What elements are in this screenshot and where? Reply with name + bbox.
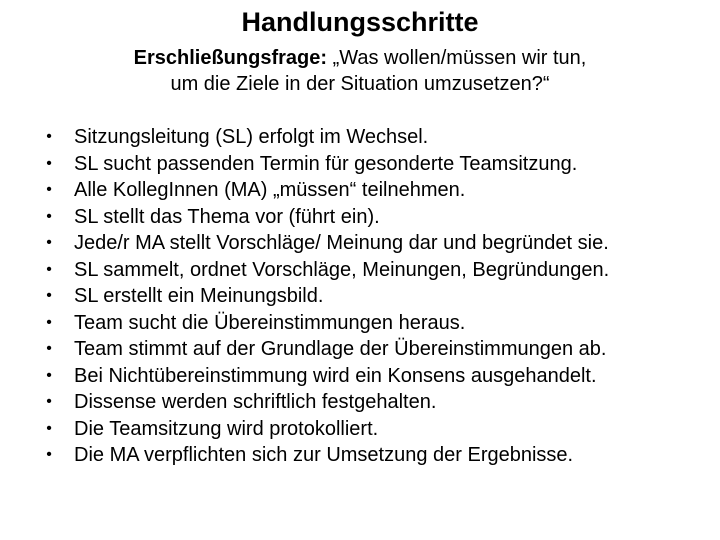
guiding-question-label: Erschließungsfrage: [133,47,328,69]
guiding-question-text-1: „Was wollen/müssen wir tun, [332,47,587,69]
list-item [0,363,720,390]
list-item-text: Sitzungsleitung (SL) erfolgt im Wechsel. [74,126,429,148]
list-item [0,389,720,416]
list-item [0,151,720,178]
bullet-icon: • [46,234,52,251]
list-item-text: Die MA verpflichten sich zur Umsetzung der Ergebnisse. [74,444,574,466]
slide-title: Handlungsschritte [241,7,479,37]
guiding-question [40,45,680,97]
bullet-icon: • [46,313,52,331]
list-item [0,310,720,337]
list-item-text: Die Teamsitzung wird protokolliert. [74,417,379,440]
bullet-icon: • [46,446,52,463]
bullet-icon: • [46,181,52,198]
guiding-question-line-2 [40,71,680,97]
bullet-icon: • [46,287,52,304]
bullet-icon: • [46,207,52,225]
list-item-text: Team stimmt auf der Grundlage der Übereinstimmungen ab. [74,338,607,360]
list-item [0,257,720,284]
list-item [0,283,720,310]
bullet-icon: • [46,366,52,384]
list-item [0,442,720,469]
list-item [0,336,720,363]
list-item-text: Jede/r MA stellt Vorschläge/ Meinung dar und begründet sie. [74,232,609,254]
steps-list [0,124,720,469]
list-item-text: SL stellt das Thema vor (führt ein). [74,205,380,228]
bullet-icon: • [46,128,52,145]
list-item-text: Team sucht die Übereinstimmungen heraus. [74,311,466,334]
list-item-text: SL sammelt, ordnet Vorschläge, Meinungen, Begründungen. [74,258,610,281]
list-item-text: Alle KollegInnen (MA) „müssen“ teilnehmen. [74,179,466,201]
bullet-icon: • [46,393,52,410]
bullet-icon: • [46,340,52,357]
list-item [0,204,720,231]
guiding-question-text-2: um die Ziele in der Situation umzusetzen?“ [170,73,550,95]
list-item [0,124,720,151]
list-item [0,177,720,204]
list-item-text: Bei Nichtübereinstimmung wird ein Konsens ausgehandelt. [74,364,597,387]
list-item-text: SL erstellt ein Meinungsbild. [74,285,324,307]
list-item-text: Dissense werden schriftlich festgehalten. [74,391,437,413]
bullet-icon: • [46,154,52,172]
list-item [0,230,720,257]
bullet-icon: • [46,419,52,437]
list-item [0,416,720,443]
bullet-icon: • [46,260,52,278]
guiding-question-line-1 [40,45,680,71]
list-item-text: SL sucht passenden Termin für gesonderte Teamsitzung. [74,152,578,175]
